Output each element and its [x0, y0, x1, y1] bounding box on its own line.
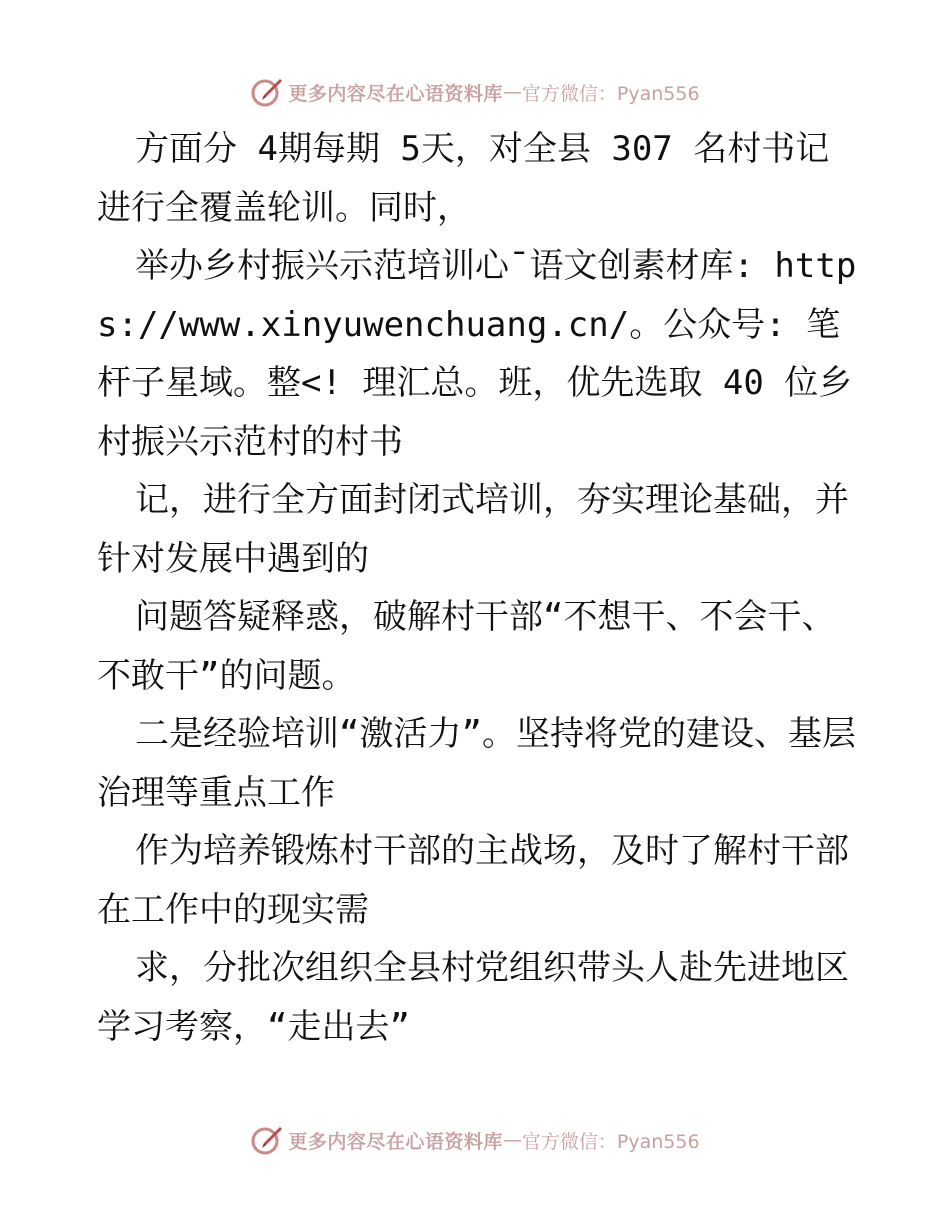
pen-logo-icon: [250, 75, 284, 109]
paragraph: 方面分 4期每期 5天，对全县 307 名村书记进行全覆盖轮训。同时，: [97, 129, 830, 228]
watermark-footer: [0, 1120, 950, 1160]
paragraph: 求，分批次组织全县村党组织带头人赴先进地区学习考察，“走出去”: [97, 948, 849, 1047]
watermark-separator: —: [502, 81, 522, 103]
paragraph: 记，进行全方面封闭式培训，夯实理论基础，并针对发展中遇到的: [97, 480, 849, 579]
watermark-wechat: 官方微信：Pyan556: [521, 1130, 700, 1153]
paragraph: 举办乡村振兴示范培训心¯语文创素材库: https://www.xinyuwenchuang.cn/。公众号: 笔杆子星域。整<! 理汇总。班，优先选取 40 位乡村振兴示范村的村书: [97, 246, 857, 462]
pen-logo-icon: [250, 1123, 284, 1157]
watermark-label: 更多内容尽在心语资料库: [288, 1130, 503, 1153]
watermark-header: [0, 72, 950, 112]
paragraph: 二是经验培训“激活力”。坚持将党的建设、基层治理等重点工作: [97, 714, 856, 813]
watermark-wechat: 官方微信：Pyan556: [521, 82, 700, 105]
watermark-label: 更多内容尽在心语资料库: [288, 82, 503, 105]
watermark-separator: —: [502, 1129, 522, 1151]
paragraph: 作为培养锻炼村干部的主战场，及时了解村干部在工作中的现实需: [97, 831, 849, 930]
paragraph: 问题答疑释惑，破解村干部“不想干、不会干、不敢干”的问题。: [97, 597, 836, 696]
document-body: [97, 120, 857, 1056]
